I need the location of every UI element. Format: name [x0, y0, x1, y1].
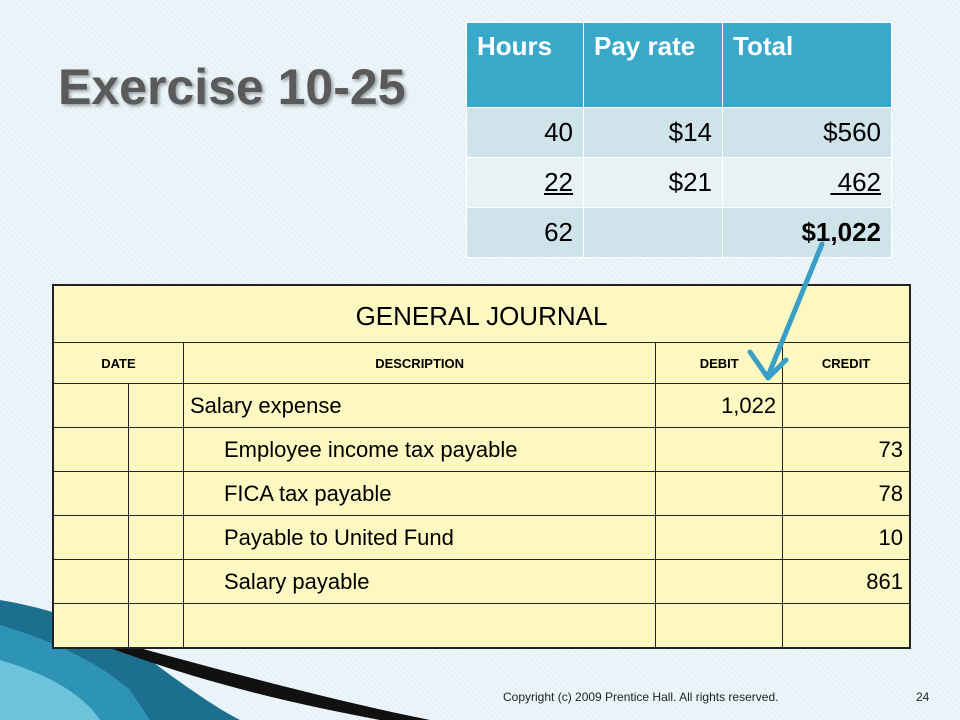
cell-credit: 73	[783, 428, 910, 472]
cell-hours: 62	[467, 208, 584, 258]
journal-title: GENERAL JOURNAL	[53, 285, 910, 343]
cell-debit: 1,022	[656, 384, 783, 428]
cell-hours-value: 22	[544, 167, 573, 197]
cell-pay-rate: $21	[584, 158, 723, 208]
col-description: DESCRIPTION	[183, 343, 655, 384]
cell-credit: 10	[783, 516, 910, 560]
col-date: DATE	[53, 343, 183, 384]
cell-hours: 40	[467, 108, 584, 158]
cell-credit: 861	[783, 560, 910, 604]
header-pay-rate: Pay rate	[584, 23, 723, 108]
cell-pay-rate: $14	[584, 108, 723, 158]
page-number: 24	[916, 690, 930, 704]
cell-grand-total: $1,022	[723, 208, 892, 258]
cell-credit: 78	[783, 472, 910, 516]
cell-description: Payable to United Fund	[183, 516, 655, 560]
cell-description: FICA tax payable	[183, 472, 655, 516]
cell-description: Employee income tax payable	[183, 428, 655, 472]
footer-copyright: Copyright (c) 2009 Prentice Hall. All rights reserved.	[503, 690, 779, 704]
cell-description: Salary expense	[183, 384, 655, 428]
cell-total: $560	[723, 108, 892, 158]
cell-description: Salary payable	[183, 560, 655, 604]
col-credit: CREDIT	[783, 343, 910, 384]
col-debit: DEBIT	[656, 343, 783, 384]
header-hours: Hours	[467, 23, 584, 108]
cell-total-value: 462	[830, 167, 881, 197]
header-total: Total	[723, 23, 892, 108]
slide-title: Exercise 10-25	[58, 59, 406, 115]
